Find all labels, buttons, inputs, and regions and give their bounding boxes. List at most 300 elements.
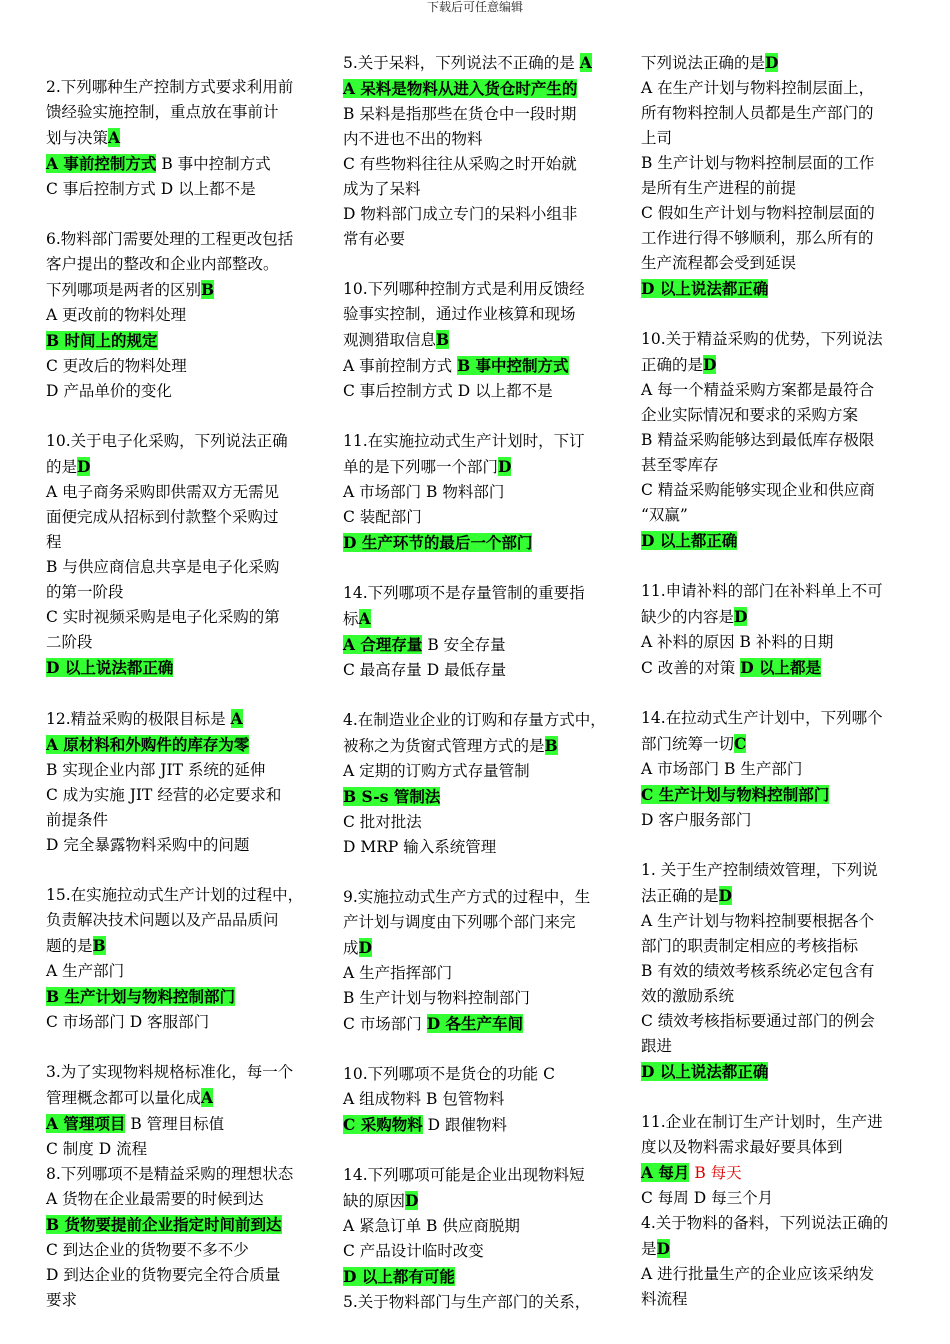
- highlighted-answer: B 事中控制方式: [457, 356, 569, 375]
- text-segment: C 到达企业的货物要不多不少: [46, 1241, 249, 1259]
- text-segment: 程: [46, 533, 62, 551]
- question-block: [343, 50, 607, 252]
- question-line: [46, 328, 310, 354]
- question-block: [46, 75, 310, 202]
- question-line: [641, 176, 905, 201]
- text-segment: C 市场部门: [343, 1015, 427, 1033]
- text-segment: B 有效的绩效考核系统必定包含有: [641, 962, 875, 980]
- text-segment: 题的是: [46, 937, 93, 955]
- question-line: [641, 453, 905, 478]
- text-segment: 14.在拉动式生产计划中，下列哪个: [641, 709, 883, 727]
- question-block: [343, 885, 607, 1037]
- text-segment: B 事中控制方式: [156, 155, 271, 173]
- text-segment: C 实时视频采购是电子化采购的第: [46, 608, 280, 626]
- text-segment: 内不进也不出的物料: [343, 130, 483, 148]
- text-segment: 8.下列哪项不是精益采购的理想状态: [46, 1165, 294, 1183]
- spacer: [343, 404, 607, 429]
- text-segment: 管理概念都可以量化成: [46, 1089, 202, 1107]
- column-2: [343, 50, 607, 1315]
- text-segment: 11.申请补料的部门在补料单上不可: [641, 582, 883, 600]
- question-line: [343, 530, 607, 556]
- text-segment: C 成为实施 JIT 经营的必定要求和: [46, 786, 282, 804]
- text-segment: C 事后控制方式 D 以上都不是: [343, 382, 553, 400]
- highlighted-answer: A 管理项目: [46, 1114, 126, 1133]
- highlighted-answer: B 生产计划与物料控制部门: [46, 987, 235, 1006]
- question-block: [641, 858, 905, 1085]
- highlighted-answer: A: [579, 53, 592, 72]
- text-segment: 是所有生产进程的前提: [641, 179, 797, 197]
- text-segment: C 假如生产计划与物料控制层面的: [641, 204, 875, 222]
- text-segment: A 补料的原因 B 补料的日期: [641, 633, 834, 651]
- question-line: [46, 100, 310, 125]
- highlighted-answer: B S-s 管制法: [343, 787, 441, 806]
- question-line: [343, 177, 607, 202]
- question-block: [641, 50, 905, 302]
- highlighted-answer: C: [734, 734, 747, 753]
- text-segment: 下列说法正确的是: [641, 54, 766, 72]
- text-segment: 10.下列哪种控制方式是利用反馈经: [343, 280, 585, 298]
- question-block: [343, 429, 607, 556]
- highlighted-answer: D: [656, 1239, 670, 1258]
- highlighted-answer: D: [77, 457, 91, 476]
- highlighted-answer: B: [544, 736, 558, 755]
- question-line: [641, 226, 905, 251]
- question-line: [343, 1214, 607, 1239]
- question-block: [641, 706, 905, 833]
- text-segment: D 跟催物料: [422, 1116, 508, 1134]
- question-line: [46, 1288, 310, 1313]
- question-line: [46, 177, 310, 202]
- question-line: [641, 378, 905, 403]
- question-line: [641, 50, 905, 76]
- question-line: [641, 478, 905, 503]
- question-line: [46, 833, 310, 858]
- text-segment: 跟进: [641, 1037, 673, 1055]
- text-segment: C 产品设计临时改变: [343, 1242, 484, 1260]
- question-line: [343, 835, 607, 860]
- spacer: [46, 404, 310, 429]
- spacer: [343, 556, 607, 581]
- question-line: [46, 1187, 310, 1212]
- question-line: [46, 151, 310, 177]
- text-segment: A 生产部门: [46, 962, 125, 980]
- spacer: [46, 50, 310, 75]
- question-line: [343, 986, 607, 1011]
- text-segment: 二阶段: [46, 633, 93, 651]
- question-line: [343, 1239, 607, 1264]
- highlighted-answer: A 原材料和外购件的库存为零: [46, 735, 250, 754]
- highlighted-answer: B: [436, 330, 450, 349]
- highlighted-answer: D 以上说法都正确: [641, 1062, 769, 1081]
- text-segment: 的第一阶段: [46, 583, 124, 601]
- question-line: [641, 731, 905, 757]
- text-segment: C 精益采购能够实现企业和供应商: [641, 481, 875, 499]
- text-segment: C 每周 D 每三个月: [641, 1189, 774, 1207]
- question-block: [46, 429, 310, 681]
- text-segment: A 每一个精益采购方案都是最符合: [641, 381, 875, 399]
- question-line: [46, 908, 310, 933]
- question-line: [641, 757, 905, 782]
- text-segment: 5.关于呆料，下列说法不正确的是: [343, 54, 580, 72]
- text-segment: C 绩效考核指标要通过部门的例会: [641, 1012, 875, 1030]
- question-line: [46, 505, 310, 530]
- question-line: [343, 1188, 607, 1214]
- question-line: [641, 1034, 905, 1059]
- question-line: [46, 1263, 310, 1288]
- highlighted-answer: D: [358, 938, 372, 957]
- question-line: [343, 759, 607, 784]
- question-block: [641, 327, 905, 554]
- highlighted-answer: B: [201, 280, 215, 299]
- spacer: [343, 252, 607, 277]
- text-segment: 要求: [46, 1291, 78, 1309]
- question-line: [641, 909, 905, 934]
- text-segment: 1. 关于生产控制绩效管理，下列说: [641, 861, 878, 879]
- question-line: [343, 102, 607, 127]
- text-segment: 14.下列哪项不是存量管制的重要指: [343, 584, 585, 602]
- text-segment: 10.关于精益采购的优势，下列说法: [641, 330, 883, 348]
- text-segment: 产计划与调度由下列哪个部门来完: [343, 913, 576, 931]
- text-segment: 被称之为货窗式管理方式的是: [343, 737, 545, 755]
- question-line: [641, 1135, 905, 1160]
- question-line: [343, 1264, 607, 1290]
- question-line: [46, 959, 310, 984]
- question-line: [46, 252, 310, 277]
- question-line: [641, 151, 905, 176]
- question-line: [343, 632, 607, 658]
- question-line: [343, 1163, 607, 1188]
- question-line: [343, 127, 607, 152]
- question-line: [641, 579, 905, 604]
- highlighted-answer: B 货物要提前企业指定时间前到达: [46, 1215, 282, 1234]
- question-block: [46, 1060, 310, 1162]
- text-segment: D 完全暴露物料采购中的问题: [46, 836, 250, 854]
- spacer: [46, 202, 310, 227]
- question-line: [46, 1010, 310, 1035]
- question-line: [343, 505, 607, 530]
- question-line: [343, 658, 607, 683]
- question-block: [46, 883, 310, 1035]
- text-segment: 10.关于电子化采购，下列说法正确: [46, 432, 288, 450]
- question-line: [46, 1085, 310, 1111]
- text-segment: C 最高存量 D 最低存量: [343, 661, 507, 679]
- highlighted-answer: A: [230, 709, 243, 728]
- spacer: [46, 1035, 310, 1060]
- question-line: [46, 555, 310, 580]
- question-line: [641, 1186, 905, 1211]
- text-segment: C 更改后的物料处理: [46, 357, 187, 375]
- question-line: [46, 303, 310, 328]
- text-segment: C 事后控制方式 D 以上都不是: [46, 180, 256, 198]
- question-line: [46, 454, 310, 480]
- spacer: [343, 860, 607, 885]
- text-segment: D 物料部门成立专门的呆料小组非: [343, 205, 578, 223]
- question-line: [641, 76, 905, 101]
- text-segment: 15.在实施拉动式生产计划的过程中，: [46, 886, 304, 904]
- question-line: [46, 1162, 310, 1187]
- question-line: [343, 885, 607, 910]
- text-segment: 验事实控制，通过作业核算和现场: [343, 305, 576, 323]
- question-block: [343, 708, 607, 860]
- text-segment: 缺的原因: [343, 1192, 406, 1210]
- question-line: [46, 706, 310, 732]
- text-segment: C 批对批法: [343, 813, 422, 831]
- text-segment: 工作进行得不够顺利，那么所有的: [641, 229, 874, 247]
- question-line: [343, 733, 607, 759]
- spacer: [343, 1138, 607, 1163]
- highlighted-answer: D 以上都正确: [641, 531, 738, 550]
- text-segment: 的是: [46, 458, 78, 476]
- question-block: [343, 1163, 607, 1290]
- question-line: [641, 101, 905, 126]
- question-line: [641, 934, 905, 959]
- question-block: [641, 1211, 905, 1312]
- question-line: [641, 630, 905, 655]
- text-segment: 标: [343, 610, 359, 628]
- question-block: [46, 1162, 310, 1313]
- text-segment: A 定期的订购方式存量管制: [343, 762, 530, 780]
- highlighted-answer: D 各生产车间: [426, 1014, 524, 1033]
- question-line: [343, 50, 607, 76]
- text-segment: B 实现企业内部 JIT 系统的延伸: [46, 761, 266, 779]
- highlighted-answer: D 以上说法都正确: [46, 658, 174, 677]
- text-segment: 10.下列哪项不是货仓的功能 C: [343, 1065, 555, 1083]
- question-line: [46, 655, 310, 681]
- question-line: [641, 428, 905, 453]
- question-block: [641, 1110, 905, 1211]
- highlighted-answer: D: [703, 355, 717, 374]
- text-segment: 料流程: [641, 1290, 688, 1308]
- question-line: [46, 1111, 310, 1137]
- question-line: [343, 454, 607, 480]
- text-segment: 企业实际情况和要求的采购方案: [641, 406, 859, 424]
- text-segment: B 呆料是指那些在货仓中一段时期: [343, 105, 577, 123]
- highlighted-answer: B 时间上的规定: [46, 331, 158, 350]
- question-line: [46, 933, 310, 959]
- text-segment: 部门统筹一切: [641, 735, 735, 753]
- text-segment: A 市场部门 B 物料部门: [343, 483, 505, 501]
- question-block: [343, 1290, 607, 1315]
- question-block: [641, 579, 905, 681]
- question-line: [46, 984, 310, 1010]
- question-line: [641, 984, 905, 1009]
- text-segment: B 生产计划与物料控制层面的工作: [641, 154, 875, 172]
- highlighted-answer: D 以上说法都正确: [641, 279, 769, 298]
- question-line: [46, 277, 310, 303]
- question-line: [641, 808, 905, 833]
- spacer: [343, 1037, 607, 1062]
- text-segment: 是: [641, 1240, 657, 1258]
- column-1: [46, 50, 310, 1313]
- text-segment: 2.下列哪种生产控制方式要求利用前: [46, 78, 294, 96]
- text-segment: 缺少的内容是: [641, 608, 735, 626]
- text-segment: 面便完成从招标到付款整个采购过: [46, 508, 279, 526]
- text-segment: 下列哪项是两者的区别: [46, 281, 202, 299]
- question-line: [46, 75, 310, 100]
- text-segment: 负责解决技术问题以及产品品质问: [46, 911, 279, 929]
- question-line: [641, 201, 905, 226]
- question-line: [46, 1212, 310, 1238]
- text-segment: A 更改前的物料处理: [46, 306, 187, 324]
- text-segment: 上司: [641, 129, 673, 147]
- text-segment: 部门的职责制定相应的考核指标: [641, 937, 859, 955]
- question-line: [641, 1287, 905, 1312]
- spacer: [46, 681, 310, 706]
- question-line: [641, 126, 905, 151]
- question-line: [343, 152, 607, 177]
- question-line: [46, 125, 310, 151]
- text-segment: “双赢”: [641, 506, 688, 524]
- question-line: [641, 1262, 905, 1287]
- question-line: [641, 1236, 905, 1262]
- text-segment: 4.关于物料的备料，下列说法正确的: [641, 1214, 889, 1232]
- question-line: [641, 883, 905, 909]
- highlighted-answer: D: [405, 1191, 419, 1210]
- highlighted-answer: D: [498, 457, 512, 476]
- highlighted-answer: A: [358, 609, 371, 628]
- question-line: [343, 202, 607, 227]
- question-block: [343, 581, 607, 683]
- text-segment: B 管理目标值: [125, 1115, 225, 1133]
- question-line: [641, 503, 905, 528]
- question-line: [46, 758, 310, 783]
- question-line: [641, 1211, 905, 1236]
- spacer: [641, 554, 905, 579]
- text-segment: 11.企业在制订生产计划时，生产进: [641, 1113, 883, 1131]
- question-block: [46, 227, 310, 404]
- text-segment: C 市场部门 D 客服部门: [46, 1013, 210, 1031]
- highlighted-answer: D: [765, 53, 779, 72]
- text-segment: 正确的是: [641, 356, 704, 374]
- text-segment: 馈经验实施控制，重点放在事前计: [46, 103, 279, 121]
- question-line: [641, 352, 905, 378]
- highlighted-answer: D 以上都有可能: [343, 1267, 455, 1286]
- page-header: 下载后可任意编辑: [426, 0, 523, 14]
- text-segment: 效的激励系统: [641, 987, 735, 1005]
- text-segment: A 生产指挥部门: [343, 964, 453, 982]
- text-segment: C 有些物料往往从采购之时开始就: [343, 155, 577, 173]
- highlighted-answer: B: [92, 936, 106, 955]
- text-segment: D 产品单价的变化: [46, 382, 172, 400]
- text-segment: 观测猎取信息: [343, 331, 437, 349]
- text-segment: 划与决策: [46, 129, 109, 147]
- text-segment: A 事前控制方式: [343, 357, 458, 375]
- question-line: [343, 429, 607, 454]
- question-line: [46, 732, 310, 758]
- text-segment: 12.精益采购的极限目标是: [46, 710, 231, 728]
- question-line: [641, 959, 905, 984]
- question-line: [343, 302, 607, 327]
- text-segment: 9.实施拉动式生产方式的过程中，生: [343, 888, 591, 906]
- text-segment: D MRP 输入系统管理: [343, 838, 497, 856]
- text-segment: A 紧急订单 B 供应商脱期: [343, 1217, 520, 1235]
- spacer: [46, 858, 310, 883]
- question-line: [343, 379, 607, 404]
- highlighted-answer: A: [201, 1088, 214, 1107]
- question-line: [343, 1062, 607, 1087]
- text-segment: A 电子商务采购即供需双方无需见: [46, 483, 280, 501]
- spacer: [641, 833, 905, 858]
- question-line: [343, 784, 607, 810]
- text-segment: 11.在实施拉动式生产计划时，下订: [343, 432, 585, 450]
- question-line: [46, 354, 310, 379]
- highlighted-answer: D 生产环节的最后一个部门: [343, 533, 533, 552]
- question-line: [343, 910, 607, 935]
- question-line: [343, 1011, 607, 1037]
- text-segment: 客户提出的整改和企业内部整改。: [46, 255, 279, 273]
- text-segment: A 进行批量生产的企业应该采纳发: [641, 1265, 875, 1283]
- question-line: [343, 961, 607, 986]
- question-line: [343, 327, 607, 353]
- question-line: [46, 580, 310, 605]
- text-segment: D 客户服务部门: [641, 811, 752, 829]
- question-line: [46, 1137, 310, 1162]
- question-line: [46, 480, 310, 505]
- question-line: [641, 1059, 905, 1085]
- spacer: [343, 683, 607, 708]
- text-segment: A 在生产计划与物料控制层面上，: [641, 79, 875, 97]
- question-line: [46, 1238, 310, 1263]
- highlighted-answer: D: [718, 886, 732, 905]
- text-segment: B 与供应商信息共享是电子化采购: [46, 558, 280, 576]
- text-segment: 单的是下列哪一个部门: [343, 458, 499, 476]
- question-line: [46, 783, 310, 808]
- highlighted-answer: A 每月: [641, 1163, 690, 1182]
- text-segment: 14.下列哪项可能是企业出现物料短: [343, 1166, 585, 1184]
- text-segment: 成: [343, 939, 359, 957]
- text-segment: A 生产计划与物料控制要根据各个: [641, 912, 875, 930]
- question-line: [641, 706, 905, 731]
- text-segment: 3.为了实现物料规格标准化，每一个: [46, 1063, 294, 1081]
- question-line: [343, 581, 607, 606]
- question-line: [641, 1110, 905, 1135]
- question-line: [641, 655, 905, 681]
- text-segment: 甚至零库存: [641, 456, 719, 474]
- spacer: [641, 302, 905, 327]
- question-line: [343, 277, 607, 302]
- text-segment: B 生产计划与物料控制部门: [343, 989, 530, 1007]
- text-segment: A 货物在企业最需要的时候到达: [46, 1190, 264, 1208]
- question-line: [46, 1060, 310, 1085]
- question-line: [343, 353, 607, 379]
- text-segment: B 安全存量: [422, 636, 506, 654]
- text-segment: 4.在制造业企业的订购和存量方式中，: [343, 711, 606, 729]
- text-segment: A 组成物料 B 包管物料: [343, 1090, 505, 1108]
- question-line: [343, 708, 607, 733]
- question-line: [641, 782, 905, 808]
- highlighted-answer: C 生产计划与物料控制部门: [641, 785, 830, 804]
- text-segment: 6.物料部门需要处理的工程更改包括: [46, 230, 294, 248]
- text-segment: C 装配部门: [343, 508, 422, 526]
- spacer: [641, 681, 905, 706]
- highlighted-answer: A 呆料是物料从进入货仓时产生的: [343, 79, 578, 98]
- question-line: [343, 480, 607, 505]
- question-line: [46, 530, 310, 555]
- question-line: [343, 1087, 607, 1112]
- question-line: [641, 327, 905, 352]
- text-segment: 5.关于物料部门与生产部门的关系，: [343, 1293, 591, 1311]
- question-line: [343, 810, 607, 835]
- highlighted-answer: C 采购物料: [343, 1115, 423, 1134]
- question-line: [46, 808, 310, 833]
- question-line: [343, 1290, 607, 1315]
- text-segment: D 到达企业的货物要完全符合质量: [46, 1266, 281, 1284]
- text-segment: 度以及物料需求最好要具体到: [641, 1138, 843, 1156]
- red-text: B 每天: [689, 1164, 742, 1182]
- highlighted-answer: D: [734, 607, 748, 626]
- question-block: [343, 1062, 607, 1138]
- text-segment: 前提条件: [46, 811, 109, 829]
